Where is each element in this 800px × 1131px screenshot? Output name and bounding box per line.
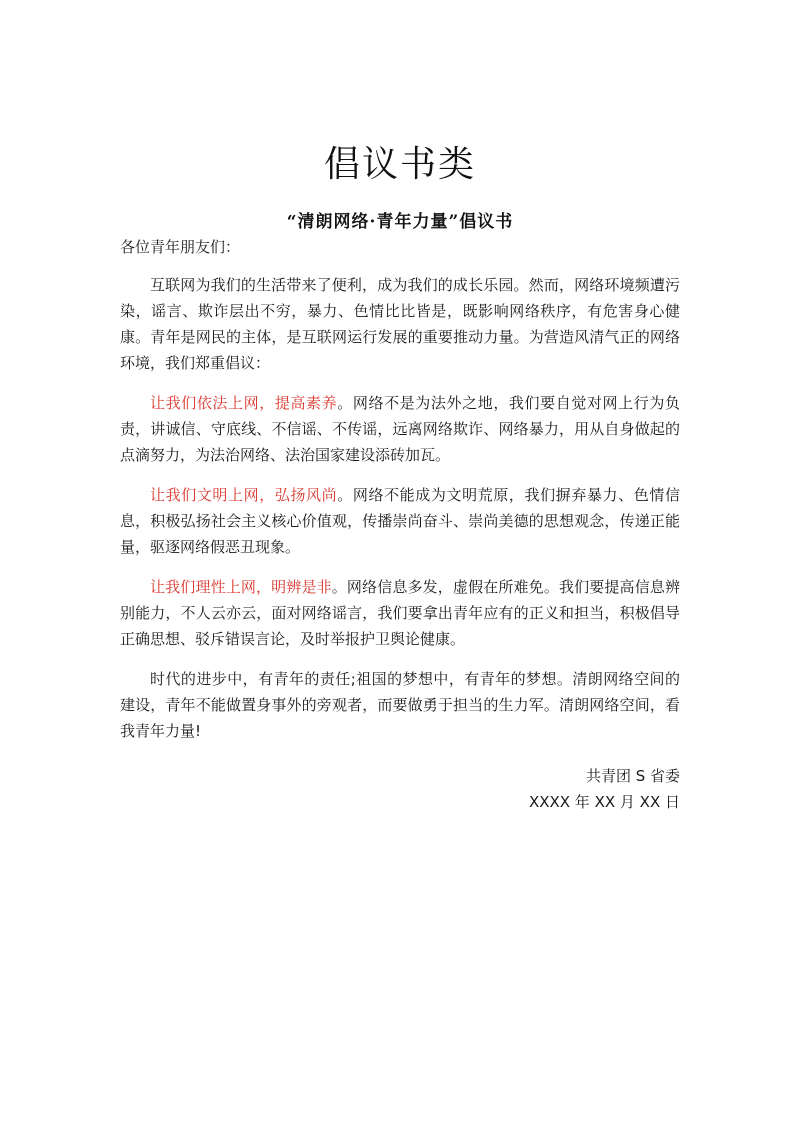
paragraph-rational <box>120 574 680 652</box>
paragraph-text: 。网络不能成为文明荒原，我们摒弃暴力、色情信息，积极弘扬社会主义核心价值观，传播崇尚奋斗、崇尚美德的思想观念，传递正能量，驱逐网络假恶丑现象。 <box>120 486 680 556</box>
document-body <box>120 234 680 758</box>
paragraph-highlight: 让我们理性上网，明辨是非 <box>150 578 332 596</box>
paragraph-text: 。网络信息多发，虚假在所难免。我们要提高信息辨别能力，不人云亦云，面对网络谣言，我们要拿出青年应有的正义和担当，积极倡导正确思想、驳斥错误言论，及时举报护卫舆论健康。 <box>120 578 680 648</box>
paragraph-highlight: 让我们文明上网，弘扬风尚 <box>150 486 338 504</box>
signature-block <box>529 763 680 815</box>
paragraph-text: 。网络不是为法外之地，我们要自觉对网上行为负责，讲诚信、守底线、不信谣、不传谣，远离网络欺诈、网络暴力，用从自身做起的点滴努力，为法治网络、法治国家建设添砖加瓦。 <box>120 394 680 464</box>
paragraph-law <box>120 390 680 468</box>
greeting: 各位青年朋友们： <box>120 238 241 256</box>
paragraph-text: 互联网为我们的生活带来了便利，成为我们的成长乐园。然而，网络环境频遭污染，谣言、欺诈层出不穷，暴力、色情比比皆是，既影响网络秩序，有危害身心健康。青年是网民的主体，是互联网运行发展的重要推动力量。为营造风清气正的网络环境，我们郑重倡议： <box>120 276 680 372</box>
document-title: 倡议书类 <box>323 144 476 185</box>
paragraph-conclusion <box>120 666 680 744</box>
paragraph-intro <box>120 272 680 376</box>
proposal-subtitle: “清朗网络·青年力量”倡议书 <box>286 212 514 232</box>
signature-organization: 共青团 S 省委 <box>585 767 680 785</box>
paragraph-text: 时代的进步中，有青年的责任;祖国的梦想中，有青年的梦想。清朗网络空间的建设，青年不能做置身事外的旁观者，而要做勇于担当的生力军。清朗网络空间，看我青年力量! <box>120 670 680 740</box>
signature-date: XXXX 年 XX 月 XX 日 <box>528 793 680 811</box>
paragraph-civility <box>120 482 680 560</box>
paragraph-highlight: 让我们依法上网，提高素养 <box>150 394 338 412</box>
